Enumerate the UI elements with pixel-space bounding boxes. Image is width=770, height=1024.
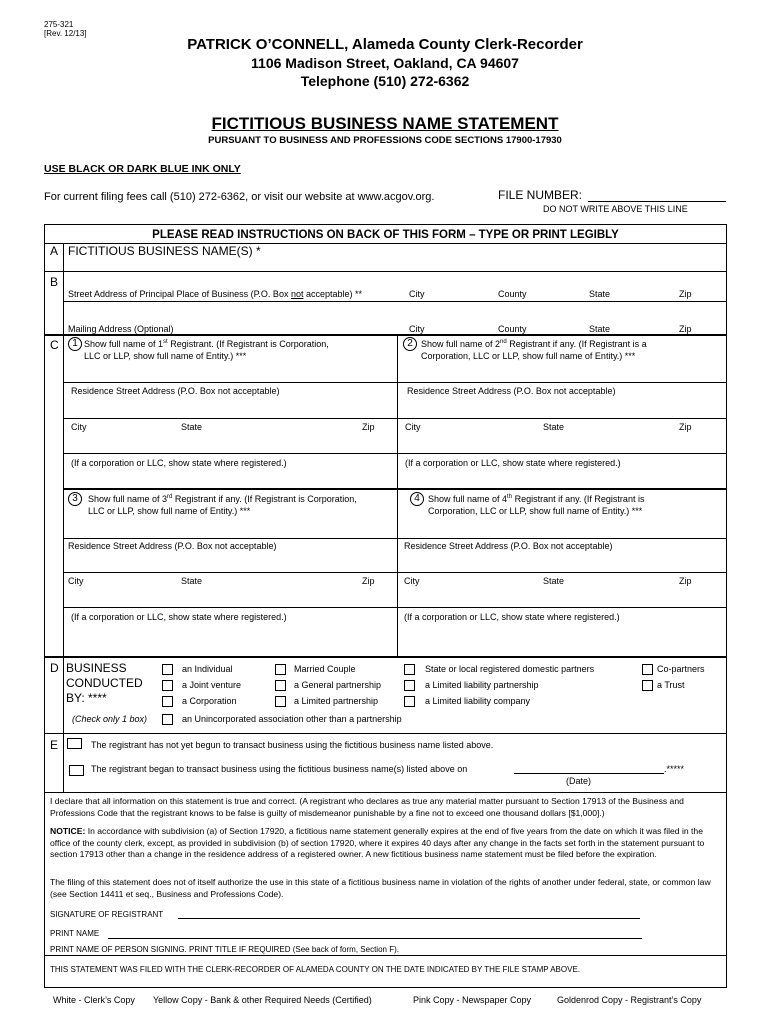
r1-city-line — [64, 453, 397, 454]
joint-venture-label: a Joint venture — [182, 680, 242, 690]
check-only-one-note: (Check only 1 box) — [72, 714, 148, 724]
r3-residence-line — [64, 572, 397, 573]
clerk-address: 1106 Madison Street, Oakland, CA 94607 — [251, 55, 519, 71]
general-partnership-label: a General partnership — [294, 680, 382, 690]
registrants-middle-divider — [64, 488, 727, 490]
section-a-bottom — [44, 271, 727, 272]
clerk-name: PATRICK O’CONNELL, Alameda County Clerk-Recorder — [187, 36, 583, 53]
r3-city-label: City — [68, 576, 84, 586]
domestic-partners-checkbox[interactable] — [404, 664, 415, 675]
corporation-checkbox[interactable] — [162, 696, 173, 707]
r4-residence-line — [398, 572, 727, 573]
began-stars: .***** — [664, 764, 685, 774]
began-checkbox[interactable] — [69, 765, 84, 776]
copy-white: White - Clerk’s Copy — [53, 995, 135, 1005]
registrant-1-number: 1 — [68, 337, 82, 351]
section-b-letter: B — [50, 275, 59, 289]
co-partners-checkbox[interactable] — [642, 664, 653, 675]
r3-city-line — [64, 607, 397, 608]
r3-zip-label: Zip — [362, 576, 375, 586]
general-partnership-checkbox[interactable] — [275, 680, 286, 691]
registrant-4-label-cont: Corporation, LLC or LLP, show full name of Entity.) *** — [428, 506, 643, 516]
registrant-4-corp-state-field[interactable] — [398, 624, 726, 654]
r3-corp-state-label: (If a corporation or LLC, show state where registered.) — [71, 612, 287, 622]
registrant-1-label: Show full name of 1st Registrant. (If Registrant is Corporation, — [84, 339, 329, 349]
registrant-4-city-field[interactable] — [398, 588, 726, 606]
r2-city-label: City — [405, 422, 421, 432]
registrant-4-label: Show full name of 4th Registrant if any. (If Registrant is — [428, 494, 645, 504]
registrant-1-city-field[interactable] — [64, 434, 396, 452]
section-e-bottom — [44, 792, 727, 793]
business-name-label: FICTITIOUS BUSINESS NAME(S) * — [68, 244, 261, 258]
print-name-note: PRINT NAME OF PERSON SIGNING. PRINT TITLE IF REQUIRED (See back of form, Section F). — [50, 945, 399, 954]
trust-checkbox[interactable] — [642, 680, 653, 691]
r1-city-label: City — [71, 422, 87, 432]
r1-residence-line — [64, 418, 397, 419]
registrant-2-name-field[interactable] — [398, 364, 726, 382]
registrant-3-label: Show full name of 3rd Registrant if any. (If Registrant is Corporation, — [88, 494, 357, 504]
b-mail-state-label: State — [589, 324, 611, 334]
print-name-line[interactable] — [108, 938, 642, 939]
section-c-letter: C — [50, 338, 59, 352]
instructions-banner: PLEASE READ INSTRUCTIONS ON BACK OF THIS FORM – TYPE OR PRINT LEGIBLY — [152, 229, 619, 241]
limited-partnership-label: a Limited partnership — [294, 696, 379, 706]
principal-address-line — [64, 301, 727, 302]
registrant-2-label: Show full name of 2nd Registrant if any. (If Registrant is a — [421, 339, 647, 349]
ink-notice: USE BLACK OR DARK BLUE INK ONLY — [44, 163, 241, 175]
llc-checkbox[interactable] — [404, 696, 415, 707]
joint-venture-checkbox[interactable] — [162, 680, 173, 691]
form-number: 275-321 — [44, 20, 74, 29]
r4-zip-label: Zip — [679, 576, 692, 586]
copy-pink: Pink Copy - Newspaper Copy — [413, 995, 532, 1005]
corporation-label: a Corporation — [182, 696, 237, 706]
section-d-letter: D — [50, 661, 59, 675]
not-begun-label: The registrant has not yet begun to transact business using the fictitious business name listed above. — [91, 740, 494, 750]
b-mail-county-label: County — [498, 324, 527, 334]
limited-partnership-checkbox[interactable] — [275, 696, 286, 707]
section-e-letter: E — [50, 738, 59, 752]
print-name-divider — [44, 955, 727, 956]
trust-label: a Trust — [657, 680, 685, 690]
registrant-4-number: 4 — [410, 492, 424, 506]
signature-label: SIGNATURE OF REGISTRANT — [50, 910, 164, 919]
b-state-label: State — [589, 289, 611, 299]
begin-date-field[interactable] — [514, 773, 664, 774]
file-number-label: FILE NUMBER: — [498, 188, 583, 202]
married-couple-label: Married Couple — [294, 664, 356, 674]
not-begun-checkbox[interactable] — [67, 738, 82, 749]
filed-statement: THIS STATEMENT WAS FILED WITH THE CLERK-RECORDER OF ALAMEDA COUNTY ON THE DATE INDICATED BY THE FILE STAMP ABOVE. — [50, 965, 581, 974]
d-letter-divider — [63, 657, 64, 733]
principal-address-field[interactable] — [64, 274, 726, 288]
registrant-3-label-cont: LLC or LLP, show full name of Entity.) *** — [88, 506, 251, 516]
r4-name-line — [398, 538, 727, 539]
llp-checkbox[interactable] — [404, 680, 415, 691]
r1-residence-label: Residence Street Address (P.O. Box not acceptable) — [71, 386, 280, 396]
unincorporated-label: an Unincorporated association other than a partnership — [182, 714, 402, 724]
r2-corp-state-label: (If a corporation or LLC, show state where registered.) — [405, 458, 621, 468]
file-number-line[interactable] — [588, 201, 726, 202]
r1-state-label: State — [181, 422, 203, 432]
r2-city-line — [398, 453, 727, 454]
clerk-telephone: Telephone (510) 272-6362 — [300, 73, 470, 89]
section-d-bottom — [44, 733, 727, 734]
file-number-note: DO NOT WRITE ABOVE THIS LINE — [543, 204, 688, 214]
registrant-2-corp-state-field[interactable] — [398, 470, 726, 486]
registrant-1-residence-field[interactable] — [64, 398, 396, 416]
r2-state-label: State — [543, 422, 565, 432]
r4-residence-label: Residence Street Address (P.O. Box not acceptable) — [404, 541, 613, 551]
registrant-2-city-field[interactable] — [398, 434, 726, 452]
llc-label: a Limited liability company — [425, 696, 531, 706]
date-label: (Date) — [566, 776, 592, 786]
filing-note: The filing of this statement does not of itself authorize the use in this state of a fictitious business name in violation of the rights of another under federal, state, or common law (see Section 14411 et seq., Business and Professions Code). — [50, 877, 711, 899]
registrant-3-residence-field[interactable] — [64, 553, 396, 571]
r2-zip-label: Zip — [679, 422, 692, 432]
r3-residence-label: Residence Street Address (P.O. Box not acceptable) — [68, 541, 277, 551]
r1-corp-state-label: (If a corporation or LLC, show state where registered.) — [71, 458, 287, 468]
registrant-2-label-cont: Corporation, LLC or LLP, show full name of Entity.) *** — [421, 351, 636, 361]
b-city-label: City — [409, 289, 425, 299]
registrant-1-label-cont: LLC or LLP, show full name of Entity.) *** — [84, 351, 247, 361]
registrant-1-corp-state-field[interactable] — [64, 470, 396, 486]
unincorporated-checkbox[interactable] — [162, 714, 173, 725]
section-a-letter: A — [50, 244, 59, 258]
copy-goldenrod: Goldenrod Copy - Registrant’s Copy — [557, 995, 702, 1005]
individual-label: an Individual — [182, 664, 233, 674]
fees-text: For current filing fees call (510) 272-6362, or visit our website at www.acgov.org. — [44, 191, 435, 203]
print-name-label: PRINT NAME — [50, 929, 100, 938]
signature-line[interactable] — [178, 918, 640, 919]
copy-yellow: Yellow Copy - Bank & other Required Needs (Certified) — [153, 995, 372, 1005]
form-title: FICTITIOUS BUSINESS NAME STATEMENT — [211, 114, 559, 133]
r2-residence-label: Residence Street Address (P.O. Box not acceptable) — [407, 386, 616, 396]
section-c-bottom — [44, 656, 727, 658]
notice-text: NOTICE: In accordance with subdivision (a) of Section 17920, a fictitious name statement generally expires at the end of five years from the date on which it was filed in the office of the county clerk, except, as provided in subdivision (b) of section 17920, where it expires 40 days after any change in the facts set forth in the statement pursuant to section 17913 other than a change in the residence address of a registered owner. A new fictitious business name statement must be filed before the expiration. — [50, 826, 705, 859]
r4-state-label: State — [543, 576, 565, 586]
e-letter-divider — [63, 734, 64, 792]
business-name-field[interactable] — [64, 257, 726, 270]
mailing-address-label: Mailing Address (Optional) — [68, 324, 174, 334]
registrant-3-number: 3 — [68, 492, 82, 506]
registrant-4-residence-field[interactable] — [398, 553, 726, 571]
r3-name-line — [64, 538, 397, 539]
registrant-1-name-field[interactable] — [64, 364, 396, 382]
form-subtitle: PURSUANT TO BUSINESS AND PROFESSIONS CODE SECTIONS 17900-17930 — [208, 135, 562, 146]
registrant-3-corp-state-field[interactable] — [64, 624, 396, 654]
llp-label: a Limited liability partnership — [425, 680, 539, 690]
individual-checkbox[interactable] — [162, 664, 173, 675]
declaration-text: I declare that all information on this statement is true and correct. (A registrant who declares as true any material matter pursuant to Section 17913 of the Business and Professions Code that the registrant knows to be false is guilty of misdemeanor punishable by a fine not to exceed one thousand dollars [$1,000].) — [50, 796, 684, 818]
registrant-3-city-field[interactable] — [64, 588, 396, 606]
b-mail-city-label: City — [409, 324, 425, 334]
mailing-address-field[interactable] — [64, 305, 726, 322]
b-mail-zip-label: Zip — [679, 324, 692, 334]
registrant-4-name-field[interactable] — [398, 519, 726, 537]
r4-corp-state-label: (If a corporation or LLC, show state where registered.) — [404, 612, 620, 622]
business-conducted-heading: BUSINESS CONDUCTED BY: **** — [66, 661, 143, 705]
registrant-2-number: 2 — [403, 337, 417, 351]
b-county-label: County — [498, 289, 527, 299]
street-address-label: Street Address of Principal Place of Business (P.O. Box not acceptable) ** — [68, 289, 363, 299]
r1-zip-label: Zip — [362, 422, 375, 432]
co-partners-label: Co-partners — [657, 664, 705, 674]
began-label: The registrant began to transact business using the fictitious business name(s) listed above on — [91, 764, 468, 774]
r3-state-label: State — [181, 576, 203, 586]
section-b-bottom — [44, 334, 727, 336]
r1-name-line — [64, 382, 397, 383]
r2-name-line — [398, 382, 727, 383]
b-zip-label: Zip — [679, 289, 692, 299]
r4-city-label: City — [404, 576, 420, 586]
married-couple-checkbox[interactable] — [275, 664, 286, 675]
r2-residence-line — [398, 418, 727, 419]
r4-city-line — [398, 607, 727, 608]
form-revision: [Rev. 12/13] — [44, 29, 87, 38]
registrant-2-residence-field[interactable] — [398, 398, 726, 416]
domestic-partners-label: State or local registered domestic partners — [425, 664, 595, 674]
registrant-3-name-field[interactable] — [64, 519, 396, 537]
